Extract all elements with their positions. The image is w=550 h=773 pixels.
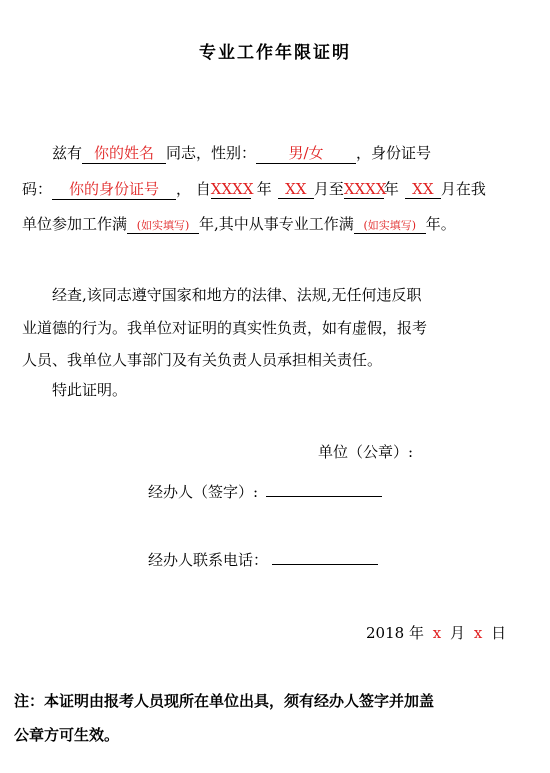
id-number-field[interactable]: 你的身份证号 (52, 178, 176, 200)
text-from: ， 自 (176, 180, 211, 198)
phone-label: 经办人联系电话： (148, 551, 269, 569)
text-work-total: 单位参加工作满 (22, 215, 128, 233)
note-line2: 公章方可生效。 (14, 726, 120, 744)
text-comrade-gender: 同志，性别： (166, 144, 257, 162)
phone-row (148, 548, 378, 570)
text-month-to: 月至 (313, 180, 344, 198)
date-day[interactable]: x (473, 624, 483, 642)
text-month-at: 月在我 (440, 180, 486, 198)
prof-years-field[interactable]: (如实填写) (354, 217, 426, 234)
text-year-1: 年 (256, 180, 272, 198)
text-year-2: 年 (383, 180, 399, 198)
unit-seal-label: 单位（公章）: (318, 443, 414, 461)
para1-line1 (52, 142, 431, 164)
handler-signature-line[interactable] (266, 480, 382, 497)
handler-row (148, 480, 382, 502)
name-field[interactable]: 你的姓名 (82, 142, 166, 164)
text-id-label: ，身份证号 (356, 144, 432, 162)
text-zi-you: 兹有 (52, 144, 83, 162)
start-month-field[interactable]: XX (278, 180, 314, 199)
para2-line2: 业道德的行为。我单位对证明的真实性负责，如有虚假，报考 (22, 319, 428, 337)
date-year: 2018 (366, 624, 405, 642)
note-line1: 注：本证明由报考人员现所在单位出具，须有经办人签字并加盖 (14, 692, 435, 710)
total-years-field[interactable]: (如实填写) (127, 217, 199, 234)
text-work-prof: 年,其中从事专业工作满 (199, 215, 354, 233)
start-year-field[interactable]: XXXX (210, 180, 254, 198)
para2-line1: 经查,该同志遵守国家和地方的法律、法规,无任何违反职 (52, 286, 422, 304)
date-ri: 日 (491, 624, 507, 642)
para2-line3: 人员、我单位人事部门及有关负责人员承担相关责任。 (22, 351, 383, 369)
end-month-field[interactable]: XX (405, 180, 441, 199)
text-years-end: 年。 (425, 215, 456, 233)
handler-label: 经办人（签字）: (148, 483, 259, 501)
text-code: 码： (22, 180, 53, 198)
date-nian: 年 (408, 624, 424, 642)
para2-line4: 特此证明。 (52, 381, 128, 399)
end-year-field[interactable]: XXXX (343, 180, 387, 198)
para1-line2 (22, 178, 486, 200)
gender-field[interactable]: 男/女 (256, 142, 356, 164)
date-month[interactable]: x (432, 624, 442, 642)
date-yue: 月 (450, 624, 466, 642)
document-title: 专业工作年限证明 (199, 43, 351, 63)
phone-line[interactable] (272, 548, 378, 565)
date-row (366, 622, 506, 643)
para1-line3 (22, 213, 456, 234)
